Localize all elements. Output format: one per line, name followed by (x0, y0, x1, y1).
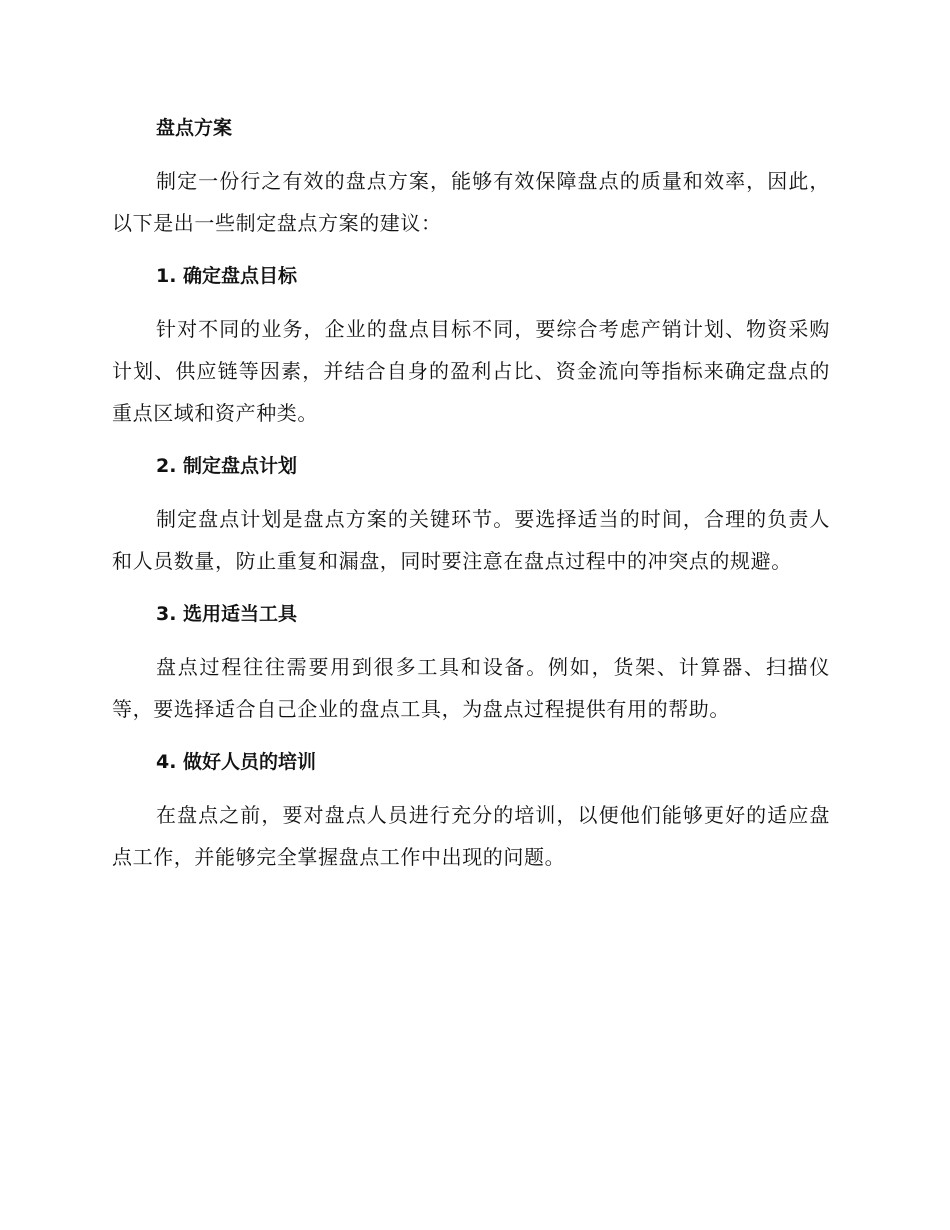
section-body-goal: 针对不同的业务，企业的盘点目标不同，要综合考虑产销计划、物资采购计划、供应链等因素，并结合自身的盈利占比、资金流向等指标来确定盘点的重点区域和资产种类。 (112, 317, 830, 425)
document-title: 盘点方案 (156, 117, 233, 139)
document-page (112, 108, 830, 878)
section-heading-plan: 2. 制定盘点计划 (156, 455, 298, 477)
section-heading-goal: 1. 确定盘点目标 (156, 265, 298, 287)
section-heading-tools: 3. 选用适当工具 (156, 603, 298, 625)
section-body-tools: 盘点过程往往需要用到很多工具和设备。例如，货架、计算器、扫描仪等，要选择适合自己企业的盘点工具，为盘点过程提供有用的帮助。 (112, 655, 830, 721)
section-body-training: 在盘点之前，要对盘点人员进行充分的培训，以便他们能够更好的适应盘点工作，并能够完全掌握盘点工作中出现的问题。 (112, 803, 830, 869)
section-heading-training: 4. 做好人员的培训 (156, 751, 317, 773)
intro-paragraph: 制定一份行之有效的盘点方案，能够有效保障盘点的质量和效率，因此，以下是出一些制定盘点方案的建议： (112, 169, 830, 235)
section-body-plan: 制定盘点计划是盘点方案的关键环节。要选择适当的时间，合理的负责人和人员数量，防止重复和漏盘，同时要注意在盘点过程中的冲突点的规避。 (112, 507, 830, 573)
